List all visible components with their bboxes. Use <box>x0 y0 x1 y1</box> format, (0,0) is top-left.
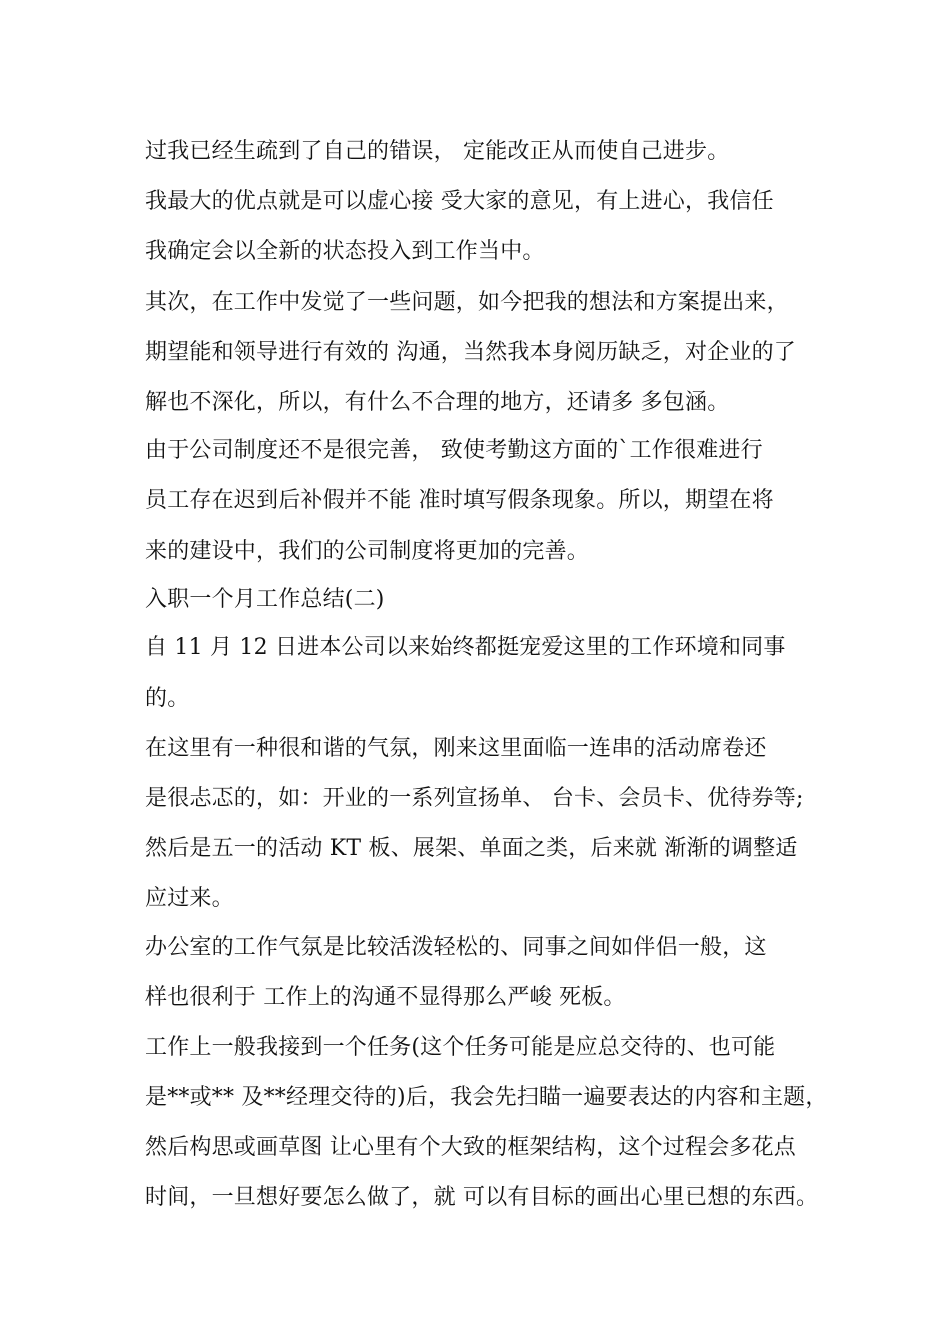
text-line: 工作上一般我接到一个任务(这个任务可能是应总交待的、也可能 <box>145 1035 776 1060</box>
text-line: 是很忐忑的，如：开业的一系列宣扬单、 台卡、会员卡、优待券等; <box>145 786 804 811</box>
text-line: 期望能和领导进行有效的 沟通，当然我本身阅历缺乏，对企业的了 <box>145 340 796 365</box>
text-line: 由于公司制度还不是很完善， 致使考勤这方面的`工作很难进行 <box>145 438 763 463</box>
text-line: 过我已经生疏到了自己的错误， 定能改正从而使自己进步。 <box>145 139 730 164</box>
text-line: 是**或** 及**经理交待的)后，我会先扫瞄一遍要表达的内容和主题， <box>145 1085 828 1110</box>
text-line: 我确定会以全新的状态投入到工作当中。 <box>145 239 545 264</box>
section-heading: 入职一个月工作总结(二) <box>145 587 385 612</box>
text-line: 在这里有一种很和谐的气氛，刚来这里面临一连串的活动席卷还 <box>145 736 767 761</box>
text-line: 应过来。 <box>145 886 234 911</box>
text-line: 然后构思或画草图 让心里有个大致的框架结构，这个过程会多花点 <box>145 1135 796 1160</box>
text-line: 办公室的工作气氛是比较活泼轻松的、同事之间如伴侣一般，这 <box>145 935 767 960</box>
text-line: 员工存在迟到后补假并不能 准时填写假条现象。所以，期望在将 <box>145 488 774 513</box>
text-line: 自 11 月 12 日进本公司以来始终都挺宠爱这里的工作环境和同事 <box>145 635 786 660</box>
text-line: 来的建设中，我们的公司制度将更加的完善。 <box>145 539 590 564</box>
text-line: 解也不深化，所以，有什么不合理的地方，还请多 多包涵。 <box>145 390 730 415</box>
text-line: 然后是五一的活动 KT 板、展架、单面之类，后来就 渐渐的调整适 <box>145 836 798 861</box>
text-line: 的。 <box>145 686 190 711</box>
text-line: 样也很利于 工作上的沟通不显得那么严峻 死板。 <box>145 985 626 1010</box>
text-line: 时间，一旦想好要怎么做了，就 可以有目标的画出心里已想的东西。 <box>145 1185 819 1210</box>
text-line: 其次，在工作中发觉了一些问题，如今把我的想法和方案提出来， <box>145 290 789 315</box>
text-line: 我最大的优点就是可以虚心接 受大家的意见，有上进心，我信任 <box>145 189 774 214</box>
